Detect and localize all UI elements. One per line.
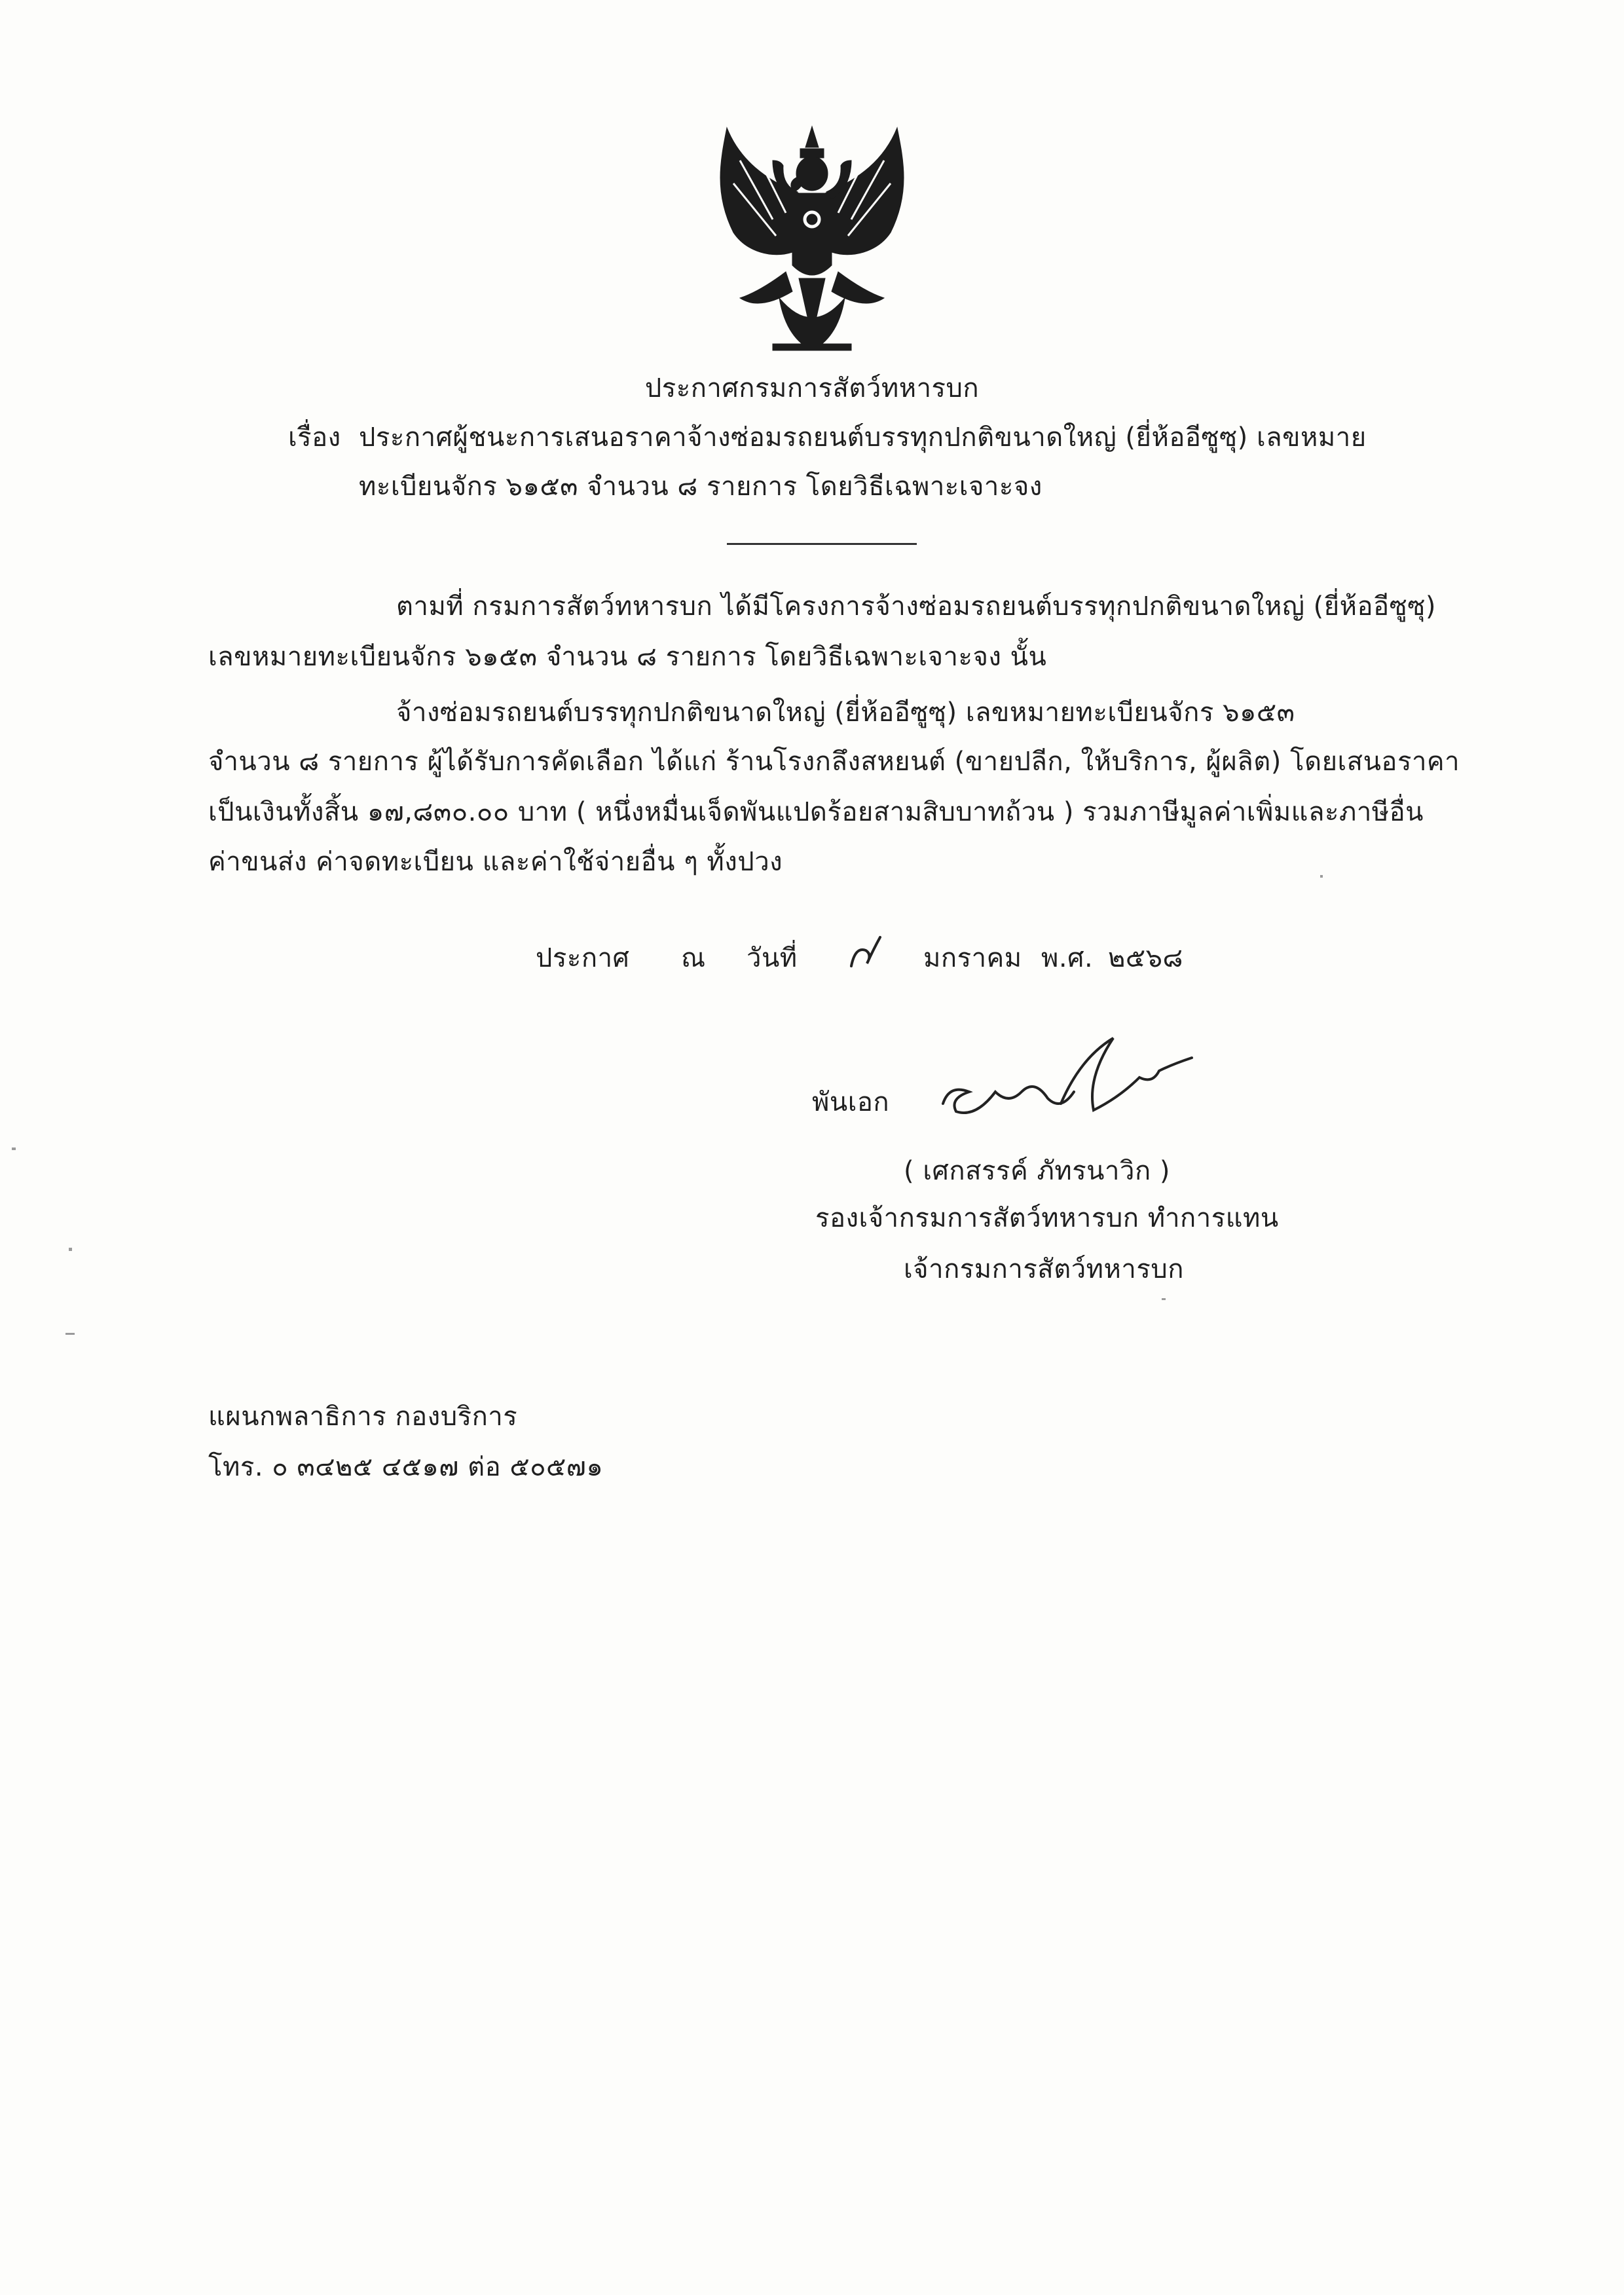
contact-department: แผนกพลาธิการ กองบริการ [208,1402,518,1432]
contact-phone: โทร. ๐ ๓๔๒๕ ๔๕๑๗ ต่อ ๕๐๕๗๑ [208,1452,604,1482]
scan-speck [69,1248,72,1251]
signatory-position-2: เจ้ากรมการสัตว์ทหารบก [904,1254,1184,1284]
announce-at: ณ [681,943,706,973]
paragraph-2-line-2: จำนวน ๘ รายการ ผู้ได้รับการคัดเลือก ได้แก่ ร้านโรงกลึงสหยนต์ (ขายปลีก, ให้บริการ, ผู้ผลิต) โดยเสนอราคา [208,747,1460,777]
divider [727,543,917,545]
date-month: มกราคม [923,943,1022,973]
signatory-name: ( เศกสรรค์ ภัทรนาวิก ) [904,1156,1170,1186]
paragraph-1-line-2: เลขหมายทะเบียนจักร ๖๑๕๓ จำนวน ๘ รายการ โดยวิธีเฉพาะเจาะจง นั้น [208,642,1047,672]
garuda-emblem-icon [701,121,923,364]
date-year: ๒๕๖๘ [1108,943,1183,973]
issuer-heading: ประกาศกรมการสัตว์ทหารบก [644,373,980,403]
paragraph-2-line-4: ค่าขนส่ง ค่าจดทะเบียน และค่าใช้จ่ายอื่น ๆ ทั้งปวง [208,847,783,877]
paragraph-2-line-1: จ้างซ่อมรถยนต์บรรทุกปกติขนาดใหญ่ (ยี่ห้ออีซูซุ) เลขหมายทะเบียนจักร ๖๑๕๓ [396,698,1295,728]
scan-speck [1162,1298,1166,1300]
announce-label: ประกาศ [536,943,630,973]
subject-line-2: ทะเบียนจักร ๖๑๕๓ จำนวน ๘ รายการ โดยวิธีเฉพาะเจาะจง [359,472,1043,502]
scan-speck [65,1333,75,1335]
scan-speck [12,1148,16,1150]
paragraph-2-line-3: เป็นเงินทั้งสิ้น ๑๗,๘๓๐.๐๐ บาท ( หนึ่งหมื่นเจ็ดพันแปดร้อยสามสิบบาทถ้วน ) รวมภาษีมูลค่าเพิ่มและภาษีอื่น [208,797,1424,827]
signatory-position-1: รองเจ้ากรมการสัตว์ทหารบก ทำการแทน [815,1203,1279,1233]
handwritten-day-mark [845,930,884,976]
paragraph-1-line-1: ตามที่ กรมการสัตว์ทหารบก ได้มีโครงการจ้างซ่อมรถยนต์บรรทุกปกติขนาดใหญ่ (ยี่ห้ออีซูซุ) [396,591,1436,622]
handwritten-signature [930,1032,1205,1143]
date-era: พ.ศ. [1041,943,1094,973]
subject-line-1: ประกาศผู้ชนะการเสนอราคาจ้างซ่อมรถยนต์บรรทุกปกติขนาดใหญ่ (ยี่ห้ออีซูซุ) เลขหมาย [359,422,1367,453]
signatory-rank: พันเอก [812,1087,890,1117]
subject-label: เรื่อง [288,422,341,453]
scan-speck [1320,875,1323,878]
date-label: วันที่ [747,943,798,973]
